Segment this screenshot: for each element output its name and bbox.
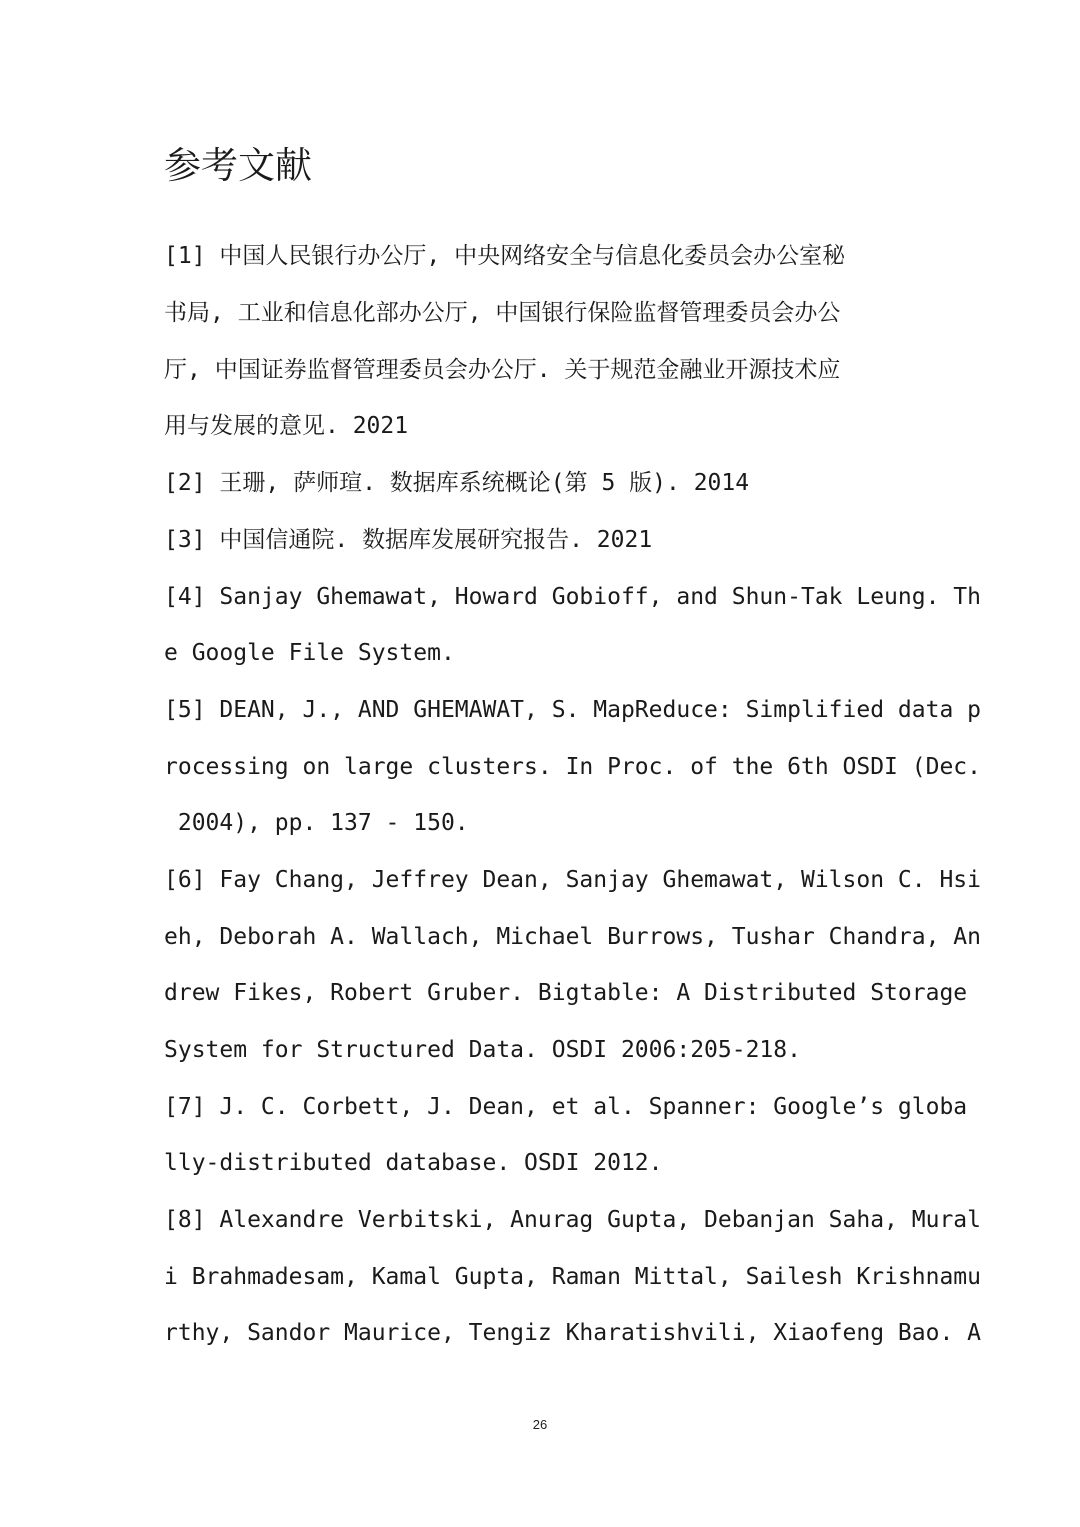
reference-line: [4] Sanjay Ghemawat, Howard Gobioff, and Shun-Tak Leung. Th (164, 584, 981, 610)
page-number: 26 (532, 1417, 548, 1432)
reference-line: 书局, 工业和信息化部办公厅, 中国银行保险监督管理委员会办公 (164, 300, 841, 326)
reference-line: [2] 王珊, 萨师瑄. 数据库系统概论(第 5 版). 2014 (164, 470, 750, 496)
reference-line: 用与发展的意见. 2021 (164, 413, 409, 439)
reference-line: [3] 中国信通院. 数据库发展研究报告. 2021 (164, 527, 653, 553)
reference-line: [1] 中国人民银行办公厅, 中央网络安全与信息化委员会办公室秘 (164, 243, 846, 269)
reference-line: 2004), pp. 137 - 150. (164, 810, 469, 836)
reference-line: System for Structured Data. OSDI 2006:205-218. (164, 1037, 801, 1063)
reference-line: 厅, 中国证券监督管理委员会办公厅. 关于规范金融业开源技术应 (164, 357, 841, 383)
reference-line: rocessing on large clusters. In Proc. of the 6th OSDI (Dec. (164, 754, 981, 780)
reference-line: drew Fikes, Robert Gruber. Bigtable: A Distributed Storage (164, 980, 968, 1006)
reference-line: lly-distributed database. OSDI 2012. (164, 1150, 663, 1176)
reference-line: eh, Deborah A. Wallach, Michael Burrows, Tushar Chandra, An (164, 924, 981, 950)
reference-line: [5] DEAN, J., AND GHEMAWAT, S. MapReduce: Simplified data p (164, 697, 981, 723)
section-heading: 参考文献 (164, 144, 312, 187)
reference-line: e Google File System. (164, 640, 455, 666)
reference-line: [6] Fay Chang, Jeffrey Dean, Sanjay Ghemawat, Wilson C. Hsi (164, 867, 981, 893)
reference-line: [7] J. C. Corbett, J. Dean, et al. Spanner: Google’s globa (164, 1094, 968, 1120)
reference-line: [8] Alexandre Verbitski, Anurag Gupta, Debanjan Saha, Mural (164, 1207, 981, 1233)
reference-line: i Brahmadesam, Kamal Gupta, Raman Mittal, Sailesh Krishnamu (164, 1264, 981, 1290)
reference-line: rthy, Sandor Maurice, Tengiz Kharatishvili, Xiaofeng Bao. A (164, 1320, 981, 1346)
